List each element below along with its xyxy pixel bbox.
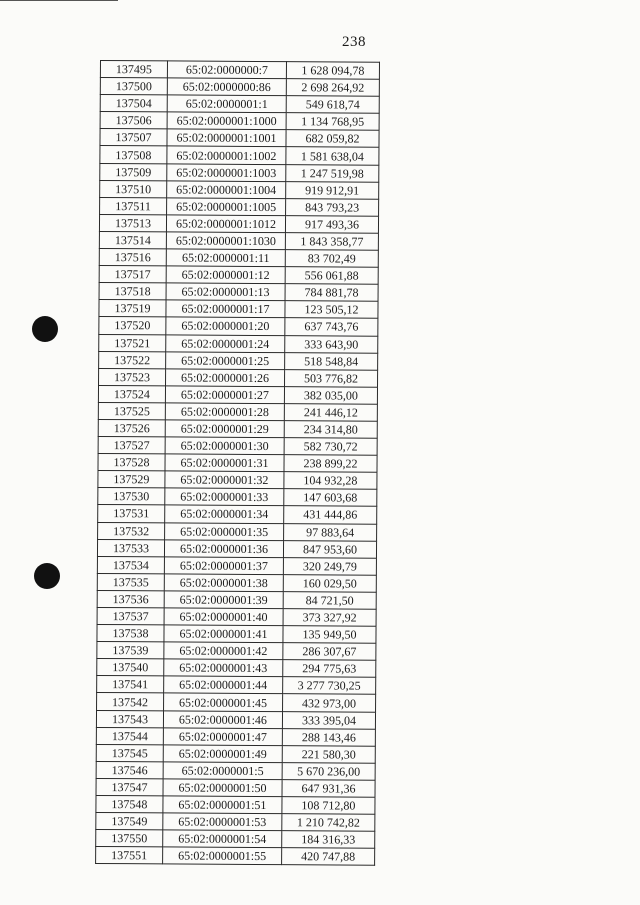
value-cell: 682 059,82 — [286, 130, 379, 148]
table-row — [100, 146, 379, 165]
row-id-cell: 137543 — [96, 710, 163, 728]
table-row — [100, 61, 379, 80]
cadastral-number-cell: 65:02:0000001:27 — [165, 386, 284, 404]
value-cell: 84 721,50 — [283, 592, 376, 610]
value-cell: 234 314,80 — [284, 421, 377, 439]
value-cell: 238 899,22 — [284, 455, 377, 473]
row-id-cell: 137528 — [98, 454, 165, 472]
table-row — [97, 693, 376, 712]
table-row — [96, 847, 375, 866]
table-row — [99, 368, 378, 387]
cadastral-number-cell: 65:02:0000001:28 — [165, 403, 284, 421]
row-id-cell: 137504 — [100, 95, 167, 113]
value-cell: 135 949,50 — [283, 626, 376, 644]
row-id-cell: 137531 — [98, 505, 165, 523]
cadastral-number-cell: 65:02:0000001:32 — [165, 471, 284, 489]
table-row — [99, 351, 378, 370]
value-cell: 382 035,00 — [284, 386, 377, 404]
row-id-cell: 137535 — [97, 573, 164, 591]
cadastral-number-cell: 65:02:0000001:54 — [163, 830, 282, 848]
cadastral-number-cell: 65:02:0000001:51 — [163, 796, 282, 814]
table-row — [100, 78, 379, 97]
cadastral-number-cell: 65:02:0000001:24 — [166, 334, 285, 352]
table-row — [96, 830, 375, 849]
cadastral-number-cell: 65:02:0000001:20 — [166, 317, 285, 335]
value-cell: 1 134 768,95 — [286, 113, 379, 131]
table-row — [99, 249, 378, 268]
row-id-cell: 137518 — [99, 283, 166, 301]
cadastral-number-cell: 65:02:0000001:1030 — [166, 232, 285, 250]
cadastral-number-cell: 65:02:0000001:26 — [166, 369, 285, 387]
value-cell: 288 143,46 — [282, 728, 375, 746]
cadastral-number-cell: 65:02:0000001:33 — [165, 488, 284, 506]
cadastral-number-cell: 65:02:0000001:34 — [165, 505, 284, 523]
row-id-cell: 137547 — [96, 778, 163, 796]
cadastral-number-cell: 65:02:0000001:1001 — [167, 129, 286, 147]
value-cell: 104 932,28 — [284, 472, 377, 490]
row-id-cell: 137550 — [96, 830, 163, 848]
value-cell: 97 883,64 — [284, 523, 377, 541]
row-id-cell: 137517 — [99, 266, 166, 284]
cadastral-number-cell: 65:02:0000001:29 — [165, 420, 284, 438]
row-id-cell: 137507 — [100, 129, 167, 147]
table-row — [98, 454, 377, 473]
row-id-cell: 137542 — [97, 693, 164, 711]
value-cell: 221 580,30 — [282, 745, 375, 763]
row-id-cell: 137526 — [98, 419, 165, 437]
cadastral-number-cell: 65:02:0000001:1000 — [167, 112, 286, 130]
table-row — [97, 625, 376, 644]
table-row — [100, 197, 379, 216]
value-cell: 431 444,86 — [284, 506, 377, 524]
cadastral-number-cell: 65:02:0000000:7 — [167, 61, 286, 79]
table-row — [96, 778, 375, 797]
cadastral-number-cell: 65:02:0000001:38 — [164, 574, 283, 592]
cadastral-number-cell: 65:02:0000001:1003 — [167, 163, 286, 181]
table-row — [98, 419, 377, 438]
value-cell: 420 747,88 — [282, 848, 375, 866]
table-row — [100, 163, 379, 182]
cadastral-number-cell: 65:02:0000001:36 — [164, 540, 283, 558]
value-cell: 123 505,12 — [285, 301, 378, 319]
cadastral-value-table — [95, 60, 380, 866]
value-cell: 919 912,91 — [286, 181, 379, 199]
cadastral-number-cell: 65:02:0000001:53 — [163, 813, 282, 831]
row-id-cell: 137516 — [99, 249, 166, 267]
value-cell: 556 061,88 — [285, 267, 378, 285]
value-cell: 647 931,36 — [282, 780, 375, 798]
value-cell: 373 327,92 — [283, 609, 376, 627]
cadastral-number-cell: 65:02:0000001:13 — [166, 283, 285, 301]
row-id-cell: 137549 — [96, 813, 163, 831]
row-id-cell: 137520 — [99, 317, 166, 335]
value-cell: 784 881,78 — [285, 284, 378, 302]
row-id-cell: 137530 — [98, 488, 165, 506]
row-id-cell: 137525 — [98, 402, 165, 420]
cadastral-number-cell: 65:02:0000001:46 — [163, 710, 282, 728]
table-row — [96, 813, 375, 832]
table-row — [98, 505, 377, 524]
cadastral-number-cell: 65:02:0000001:43 — [164, 659, 283, 677]
cadastral-number-cell: 65:02:0000001:44 — [164, 676, 283, 694]
value-cell: 847 953,60 — [283, 540, 376, 558]
row-id-cell: 137511 — [100, 197, 167, 215]
page-number: 238 — [342, 34, 366, 50]
scan-edge-line — [0, 0, 118, 1]
cadastral-number-cell: 65:02:0000001:25 — [166, 352, 285, 370]
row-id-cell: 137536 — [97, 590, 164, 608]
row-id-cell: 137523 — [99, 368, 166, 386]
table-row — [98, 522, 377, 541]
punch-hole-mark — [34, 563, 60, 589]
row-id-cell: 137546 — [96, 761, 163, 779]
table-row — [98, 437, 377, 456]
cadastral-number-cell: 65:02:0000001:1002 — [167, 146, 286, 164]
row-id-cell: 137532 — [98, 522, 165, 540]
table-row — [99, 214, 378, 233]
row-id-cell: 137524 — [98, 385, 165, 403]
cadastral-number-cell: 65:02:0000000:86 — [167, 78, 286, 96]
row-id-cell: 137527 — [98, 437, 165, 455]
cadastral-number-cell: 65:02:0000001:37 — [164, 557, 283, 575]
row-id-cell: 137534 — [97, 556, 164, 574]
table-row — [96, 744, 375, 763]
value-cell: 503 776,82 — [285, 369, 378, 387]
table-row — [97, 676, 376, 695]
row-id-cell: 137506 — [100, 112, 167, 130]
cadastral-number-cell: 65:02:0000001:12 — [166, 266, 285, 284]
punch-hole-mark — [32, 316, 58, 342]
table-row — [99, 266, 378, 285]
row-id-cell: 137529 — [98, 471, 165, 489]
cadastral-number-cell: 65:02:0000001:1005 — [167, 198, 286, 216]
cadastral-number-cell: 65:02:0000001:1 — [167, 95, 286, 113]
table-row — [96, 796, 375, 815]
value-cell: 1 247 519,98 — [286, 164, 379, 182]
row-id-cell: 137522 — [99, 351, 166, 369]
row-id-cell: 137510 — [100, 180, 167, 198]
table-row — [100, 180, 379, 199]
table-row — [97, 607, 376, 626]
value-cell: 1 581 638,04 — [286, 147, 379, 165]
table-row — [97, 659, 376, 678]
table-row — [98, 471, 377, 490]
value-cell: 108 712,80 — [282, 797, 375, 815]
value-cell: 917 493,36 — [285, 215, 378, 233]
row-id-cell: 137514 — [99, 231, 166, 249]
value-cell: 320 249,79 — [283, 557, 376, 575]
row-id-cell: 137539 — [97, 642, 164, 660]
cadastral-number-cell: 65:02:0000001:1012 — [166, 215, 285, 233]
cadastral-number-cell: 65:02:0000001:39 — [164, 591, 283, 609]
table-row — [99, 231, 378, 250]
table-row — [99, 300, 378, 319]
row-id-cell: 137540 — [97, 659, 164, 677]
cadastral-number-cell: 65:02:0000001:50 — [163, 779, 282, 797]
table-row — [98, 385, 377, 404]
table-row — [96, 710, 375, 729]
table-row — [96, 727, 375, 746]
row-id-cell: 137508 — [100, 146, 167, 164]
row-id-cell: 137545 — [96, 744, 163, 762]
cadastral-number-cell: 65:02:0000001:45 — [164, 693, 283, 711]
value-cell: 1 843 358,77 — [285, 233, 378, 251]
row-id-cell: 137541 — [97, 676, 164, 694]
cadastral-number-cell: 65:02:0000001:11 — [166, 249, 285, 267]
value-cell: 147 603,68 — [284, 489, 377, 507]
cadastral-number-cell: 65:02:0000001:31 — [165, 454, 284, 472]
value-cell: 3 277 730,25 — [283, 677, 376, 695]
row-id-cell: 137551 — [96, 847, 163, 865]
table-row — [100, 112, 379, 131]
table-row — [96, 761, 375, 780]
row-id-cell: 137509 — [100, 163, 167, 181]
table-row — [97, 556, 376, 575]
cadastral-number-cell: 65:02:0000001:55 — [163, 847, 282, 865]
cadastral-number-cell: 65:02:0000001:47 — [163, 728, 282, 746]
row-id-cell: 137521 — [99, 334, 166, 352]
cadastral-number-cell: 65:02:0000001:1004 — [167, 181, 286, 199]
table-body — [96, 61, 380, 866]
value-cell: 333 395,04 — [282, 711, 375, 729]
value-cell: 184 316,33 — [282, 831, 375, 849]
cadastral-number-cell: 65:02:0000001:30 — [165, 437, 284, 455]
cadastral-number-cell: 65:02:0000001:40 — [164, 608, 283, 626]
value-cell: 637 743,76 — [285, 318, 378, 336]
value-cell: 1 210 742,82 — [282, 814, 375, 832]
value-cell: 160 029,50 — [283, 574, 376, 592]
value-cell: 294 775,63 — [283, 660, 376, 678]
cadastral-number-cell: 65:02:0000001:35 — [165, 522, 284, 540]
value-cell: 518 548,84 — [285, 352, 378, 370]
row-id-cell: 137538 — [97, 625, 164, 643]
table-row — [98, 402, 377, 421]
cadastral-number-cell: 65:02:0000001:41 — [164, 625, 283, 643]
row-id-cell: 137495 — [100, 61, 167, 79]
value-cell: 843 793,23 — [286, 198, 379, 216]
value-cell: 2 698 264,92 — [286, 79, 379, 97]
row-id-cell: 137548 — [96, 796, 163, 814]
table-row — [97, 539, 376, 558]
table-row — [97, 590, 376, 609]
row-id-cell: 137519 — [99, 300, 166, 318]
table-row — [100, 95, 379, 114]
row-id-cell: 137500 — [100, 78, 167, 96]
value-cell: 582 730,72 — [284, 438, 377, 456]
table-row — [99, 334, 378, 353]
row-id-cell: 137544 — [96, 727, 163, 745]
value-cell: 5 670 236,00 — [282, 762, 375, 780]
value-cell: 1 628 094,78 — [286, 62, 379, 80]
table-row — [97, 573, 376, 592]
row-id-cell: 137533 — [97, 539, 164, 557]
table-row — [98, 488, 377, 507]
table-row — [97, 642, 376, 661]
value-cell: 432 973,00 — [283, 694, 376, 712]
value-cell: 83 702,49 — [285, 250, 378, 268]
value-cell: 333 643,90 — [285, 335, 378, 353]
table-row — [99, 317, 378, 336]
table-row — [100, 129, 379, 148]
value-cell: 286 307,67 — [283, 643, 376, 661]
table-row — [99, 283, 378, 302]
value-cell: 241 446,12 — [284, 404, 377, 422]
cadastral-number-cell: 65:02:0000001:42 — [164, 642, 283, 660]
cadastral-number-cell: 65:02:0000001:17 — [166, 300, 285, 318]
cadastral-number-cell: 65:02:0000001:49 — [163, 745, 282, 763]
row-id-cell: 137513 — [99, 214, 166, 232]
row-id-cell: 137537 — [97, 607, 164, 625]
cadastral-number-cell: 65:02:0000001:5 — [163, 762, 282, 780]
value-cell: 549 618,74 — [286, 96, 379, 114]
